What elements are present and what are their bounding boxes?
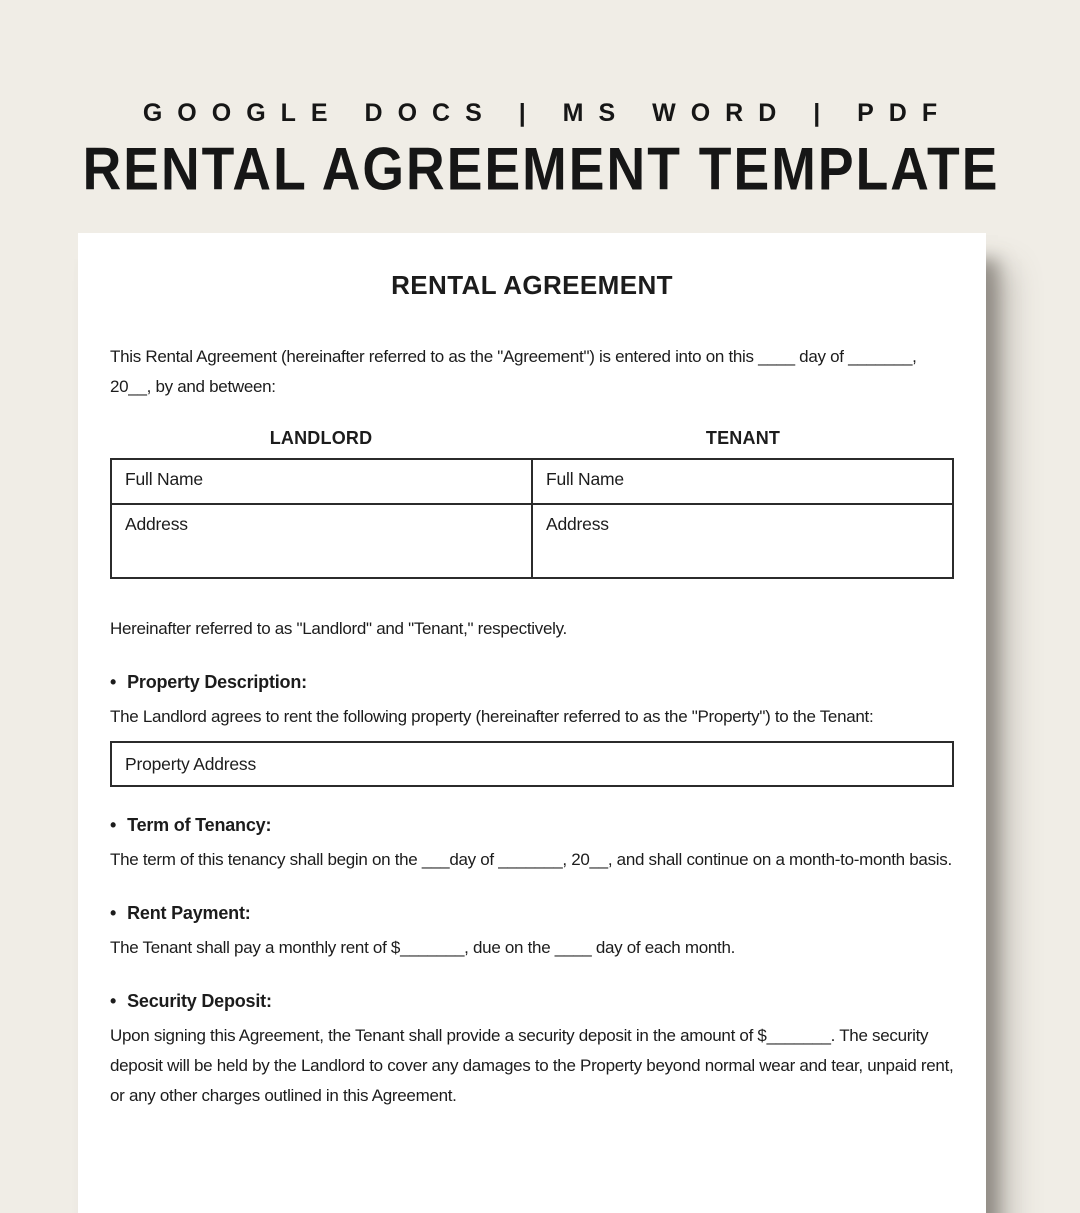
tenant-column-header: TENANT	[705, 428, 781, 448]
section-heading	[110, 903, 954, 924]
bullet-icon: •	[110, 672, 117, 692]
tenant-fullname-cell: Full Name	[532, 459, 953, 504]
section-heading-text: Property Description:	[127, 672, 307, 692]
section-heading-text: Term of Tenancy:	[127, 815, 272, 835]
section-body: The Tenant shall pay a monthly rent of $_______, due on the ____ day of each month.	[110, 938, 736, 957]
section-body: Upon signing this Agreement, the Tenant shall provide a security deposit in the amount of $_______. The security deposit will be held by the Landlord to cover any damages to the Property beyond normal wear and tear, unpaid rent, or any other charges outlined in this Agreement.	[110, 1026, 954, 1105]
property-address-label: Property Address	[125, 753, 257, 774]
banner	[0, 99, 1080, 204]
document-page	[78, 233, 986, 1213]
landlord-fullname-cell: Full Name	[111, 459, 532, 504]
section-heading-text: Security Deposit:	[127, 991, 272, 1011]
section-property-description	[110, 672, 954, 787]
hereinafter-note: Hereinafter referred to as "Landlord" and "Tenant," respectively.	[110, 619, 567, 638]
section-heading	[110, 991, 954, 1012]
section-body: The term of this tenancy shall begin on the ___day of _______, 20__, and shall continue on a month-to-month basis.	[110, 850, 952, 869]
bullet-icon: •	[110, 815, 117, 835]
tenant-address-cell: Address	[532, 504, 953, 578]
party-headers	[110, 428, 954, 449]
section-body: The Landlord agrees to rent the following property (hereinafter referred to as the "Property") to the Tenant:	[110, 707, 874, 726]
document-title: RENTAL AGREEMENT	[391, 270, 673, 300]
landlord-address-cell: Address	[111, 504, 532, 578]
parties-table	[110, 458, 954, 579]
property-address-box	[110, 741, 954, 787]
banner-formats-line: GOOGLE DOCS | MS WORD | PDF	[142, 99, 953, 127]
banner-title: RENTAL AGREEMENT TEMPLATE	[82, 136, 1000, 204]
section-rent-payment	[110, 903, 954, 963]
bullet-icon: •	[110, 903, 117, 923]
bullet-icon: •	[110, 991, 117, 1011]
table-row-address	[111, 504, 953, 578]
section-heading	[110, 815, 954, 836]
section-heading	[110, 672, 954, 693]
table-row-fullname	[111, 459, 953, 504]
intro-paragraph: This Rental Agreement (hereinafter referred to as the "Agreement") is entered into on this ____ day of _______, 20__, by and between:	[110, 347, 917, 396]
section-term-of-tenancy	[110, 815, 954, 875]
section-security-deposit	[110, 991, 954, 1111]
section-heading-text: Rent Payment:	[127, 903, 251, 923]
landlord-column-header: LANDLORD	[269, 428, 373, 448]
